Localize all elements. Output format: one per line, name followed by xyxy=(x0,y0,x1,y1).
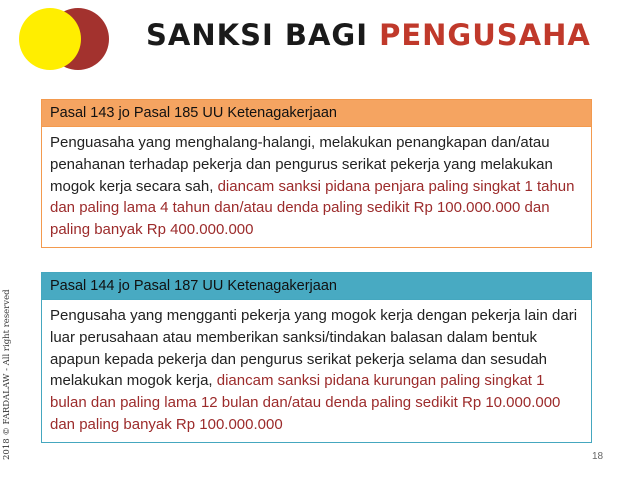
section-text: Penguasaha yang menghalang-halangi, melakukan penangkapan dan/atau penahanan terhadap pekerja dan pengurus serikat pekerja yang melakukan mogok kerja secara sah, xyxy=(50,134,553,195)
section-body xyxy=(42,127,591,247)
page-number: 18 xyxy=(592,451,604,462)
section-body xyxy=(42,300,591,442)
section-heading: Pasal 143 jo Pasal 185 UU Ketenagakerjaan xyxy=(42,100,591,127)
section-text: Pengusaha yang mengganti pekerja yang mogok kerja dengan pekerja lain dari luar perusahaan atau memberikan sanksi/tindakan balasan dalam bentuk apapun kepada pekerja dan pengurus serikat pekerja selama dan sesudah melakukan mogok kerja, xyxy=(50,307,578,390)
sanction-text: diancam sanksi pidana penjara paling singkat 1 tahun dan paling lama 4 tahun dan/atau denda paling sedikit Rp 100.000.000 dan paling banyak Rp 400.000.000 xyxy=(50,177,575,239)
title-accent: PENGUSAHA xyxy=(379,18,591,52)
copyright-notice: 2018 © FARDALAW - All right reserved xyxy=(2,289,12,460)
page-title xyxy=(146,18,591,52)
sanction-text: diancam sanksi pidana kurungan paling singkat 1 bulan dan paling lama 12 bulan dan/atau denda paling sedikit Rp 10.000.000 dan paling banyak Rp 100.000.000 xyxy=(50,372,561,433)
section-pasal-144 xyxy=(41,272,592,443)
section-pasal-143 xyxy=(41,99,592,248)
logo-circles-icon xyxy=(18,6,110,72)
section-heading: Pasal 144 jo Pasal 187 UU Ketenagakerjaan xyxy=(42,273,591,300)
title-main: SANKSI BAGI xyxy=(146,18,380,52)
